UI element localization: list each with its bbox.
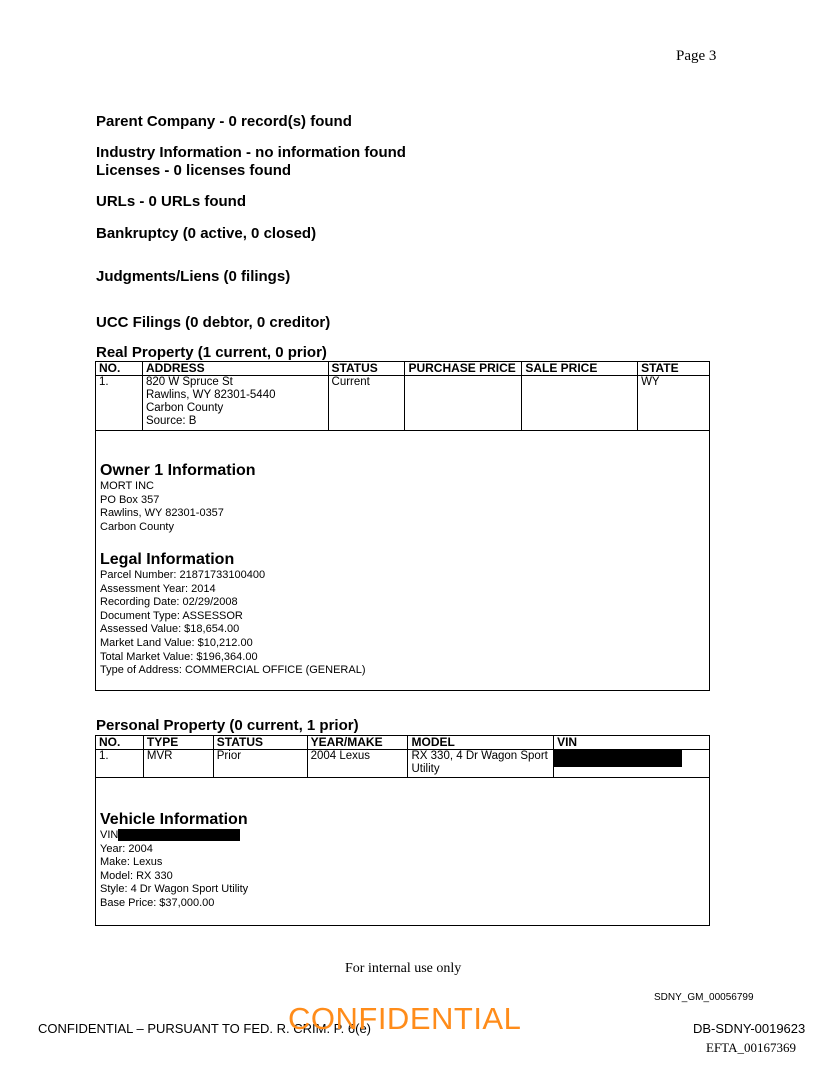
page-number: Page 3 <box>676 48 717 64</box>
vehicle-heading: Vehicle Information <box>100 811 248 828</box>
col-model: MODEL <box>408 736 554 750</box>
bankruptcy-heading: Bankruptcy (0 active, 0 closed) <box>96 225 317 242</box>
col-no: NO. <box>96 736 144 750</box>
cell-status: Current <box>328 376 405 431</box>
sdny-gm-number: SDNY_GM_00056799 <box>654 992 754 1003</box>
table-row <box>96 750 710 778</box>
personal-property-heading: Personal Property (0 current, 1 prior) <box>96 717 359 734</box>
legal-line: Assessed Value: $18,654.00 <box>100 623 240 636</box>
col-address: ADDRESS <box>142 362 328 376</box>
licenses-heading: Licenses - 0 licenses found <box>96 162 292 179</box>
ucc-heading: UCC Filings (0 debtor, 0 creditor) <box>96 314 331 331</box>
vehicle-line: Year: 2004 <box>100 842 153 855</box>
legal-line: Total Market Value: $196,364.00 <box>100 650 258 663</box>
col-sale-price: SALE PRICE <box>522 362 638 376</box>
confidential-stamp: CONFIDENTIAL <box>288 1001 522 1036</box>
cell-address: 820 W Spruce St Rawlins, WY 82301-5440 Carbon County Source: B <box>142 376 328 431</box>
col-no: NO. <box>96 362 143 376</box>
legal-line: Assessment Year: 2014 <box>100 582 216 595</box>
cell-status: Prior <box>213 750 307 778</box>
vehicle-section <box>100 811 248 911</box>
legal-section <box>100 551 366 678</box>
col-state: STATE <box>638 362 710 376</box>
vin-line <box>100 829 248 843</box>
real-property-detail-box <box>95 430 710 691</box>
personal-property-detail-box <box>95 777 710 926</box>
vin-label: VIN <box>100 829 119 841</box>
owner-line: Rawlins, WY 82301-0357 <box>100 507 224 520</box>
owner-section <box>100 462 256 534</box>
vin-redaction <box>118 829 240 841</box>
col-vin: VIN <box>554 736 710 750</box>
legal-line: Recording Date: 02/29/2008 <box>100 596 238 609</box>
vehicle-line: Make: Lexus <box>100 856 163 869</box>
db-sdny-number: DB-SDNY-0019623 <box>693 1021 806 1036</box>
legal-line: Type of Address: COMMERCIAL OFFICE (GENERAL) <box>100 664 366 677</box>
personal-property-table <box>95 735 710 778</box>
cell-year-make: 2004 Lexus <box>307 750 408 778</box>
vehicle-line: Style: 4 Dr Wagon Sport Utility <box>100 883 249 896</box>
owner-line: PO Box 357 <box>100 493 160 506</box>
vehicle-line: Model: RX 330 <box>100 869 173 882</box>
col-year-make: YEAR/MAKE <box>307 736 408 750</box>
col-status: STATUS <box>328 362 405 376</box>
owner-line: MORT INC <box>100 480 154 492</box>
industry-heading: Industry Information - no information found <box>96 144 406 161</box>
legal-line: Document Type: ASSESSOR <box>100 609 243 622</box>
vin-redaction <box>554 750 682 767</box>
table-header-row <box>96 362 710 376</box>
legal-line: Parcel Number: 21871733100400 <box>100 569 266 581</box>
legal-line: Market Land Value: $10,212.00 <box>100 636 253 649</box>
parent-company-heading: Parent Company - 0 record(s) found <box>96 113 352 130</box>
urls-heading: URLs - 0 URLs found <box>96 193 246 210</box>
confidential-notice: CONFIDENTIAL – PURSUANT TO FED. R. CRIM. P. 6(e) <box>38 1021 372 1036</box>
cell-state: WY <box>638 376 710 431</box>
efta-number: EFTA_00167369 <box>706 1040 796 1055</box>
col-type: TYPE <box>143 736 213 750</box>
cell-purchase-price <box>405 376 522 431</box>
owner-heading: Owner 1 Information <box>100 462 256 479</box>
cell-no: 1. <box>96 750 144 778</box>
owner-line: Carbon County <box>100 520 174 533</box>
table-header-row <box>96 736 710 750</box>
legal-heading: Legal Information <box>100 551 235 568</box>
col-purchase-price: PURCHASE PRICE <box>405 362 522 376</box>
table-row <box>96 376 710 431</box>
judgments-heading: Judgments/Liens (0 filings) <box>96 268 291 285</box>
internal-use-note: For internal use only <box>345 961 462 976</box>
cell-type: MVR <box>143 750 213 778</box>
cell-model: RX 330, 4 Dr Wagon Sport Utility <box>408 750 554 778</box>
cell-sale-price <box>522 376 638 431</box>
col-status: STATUS <box>213 736 307 750</box>
cell-no: 1. <box>96 376 143 431</box>
real-property-heading: Real Property (1 current, 0 prior) <box>96 344 327 361</box>
vehicle-line: Base Price: $37,000.00 <box>100 896 215 909</box>
cell-vin <box>554 750 710 778</box>
real-property-table <box>95 361 710 431</box>
